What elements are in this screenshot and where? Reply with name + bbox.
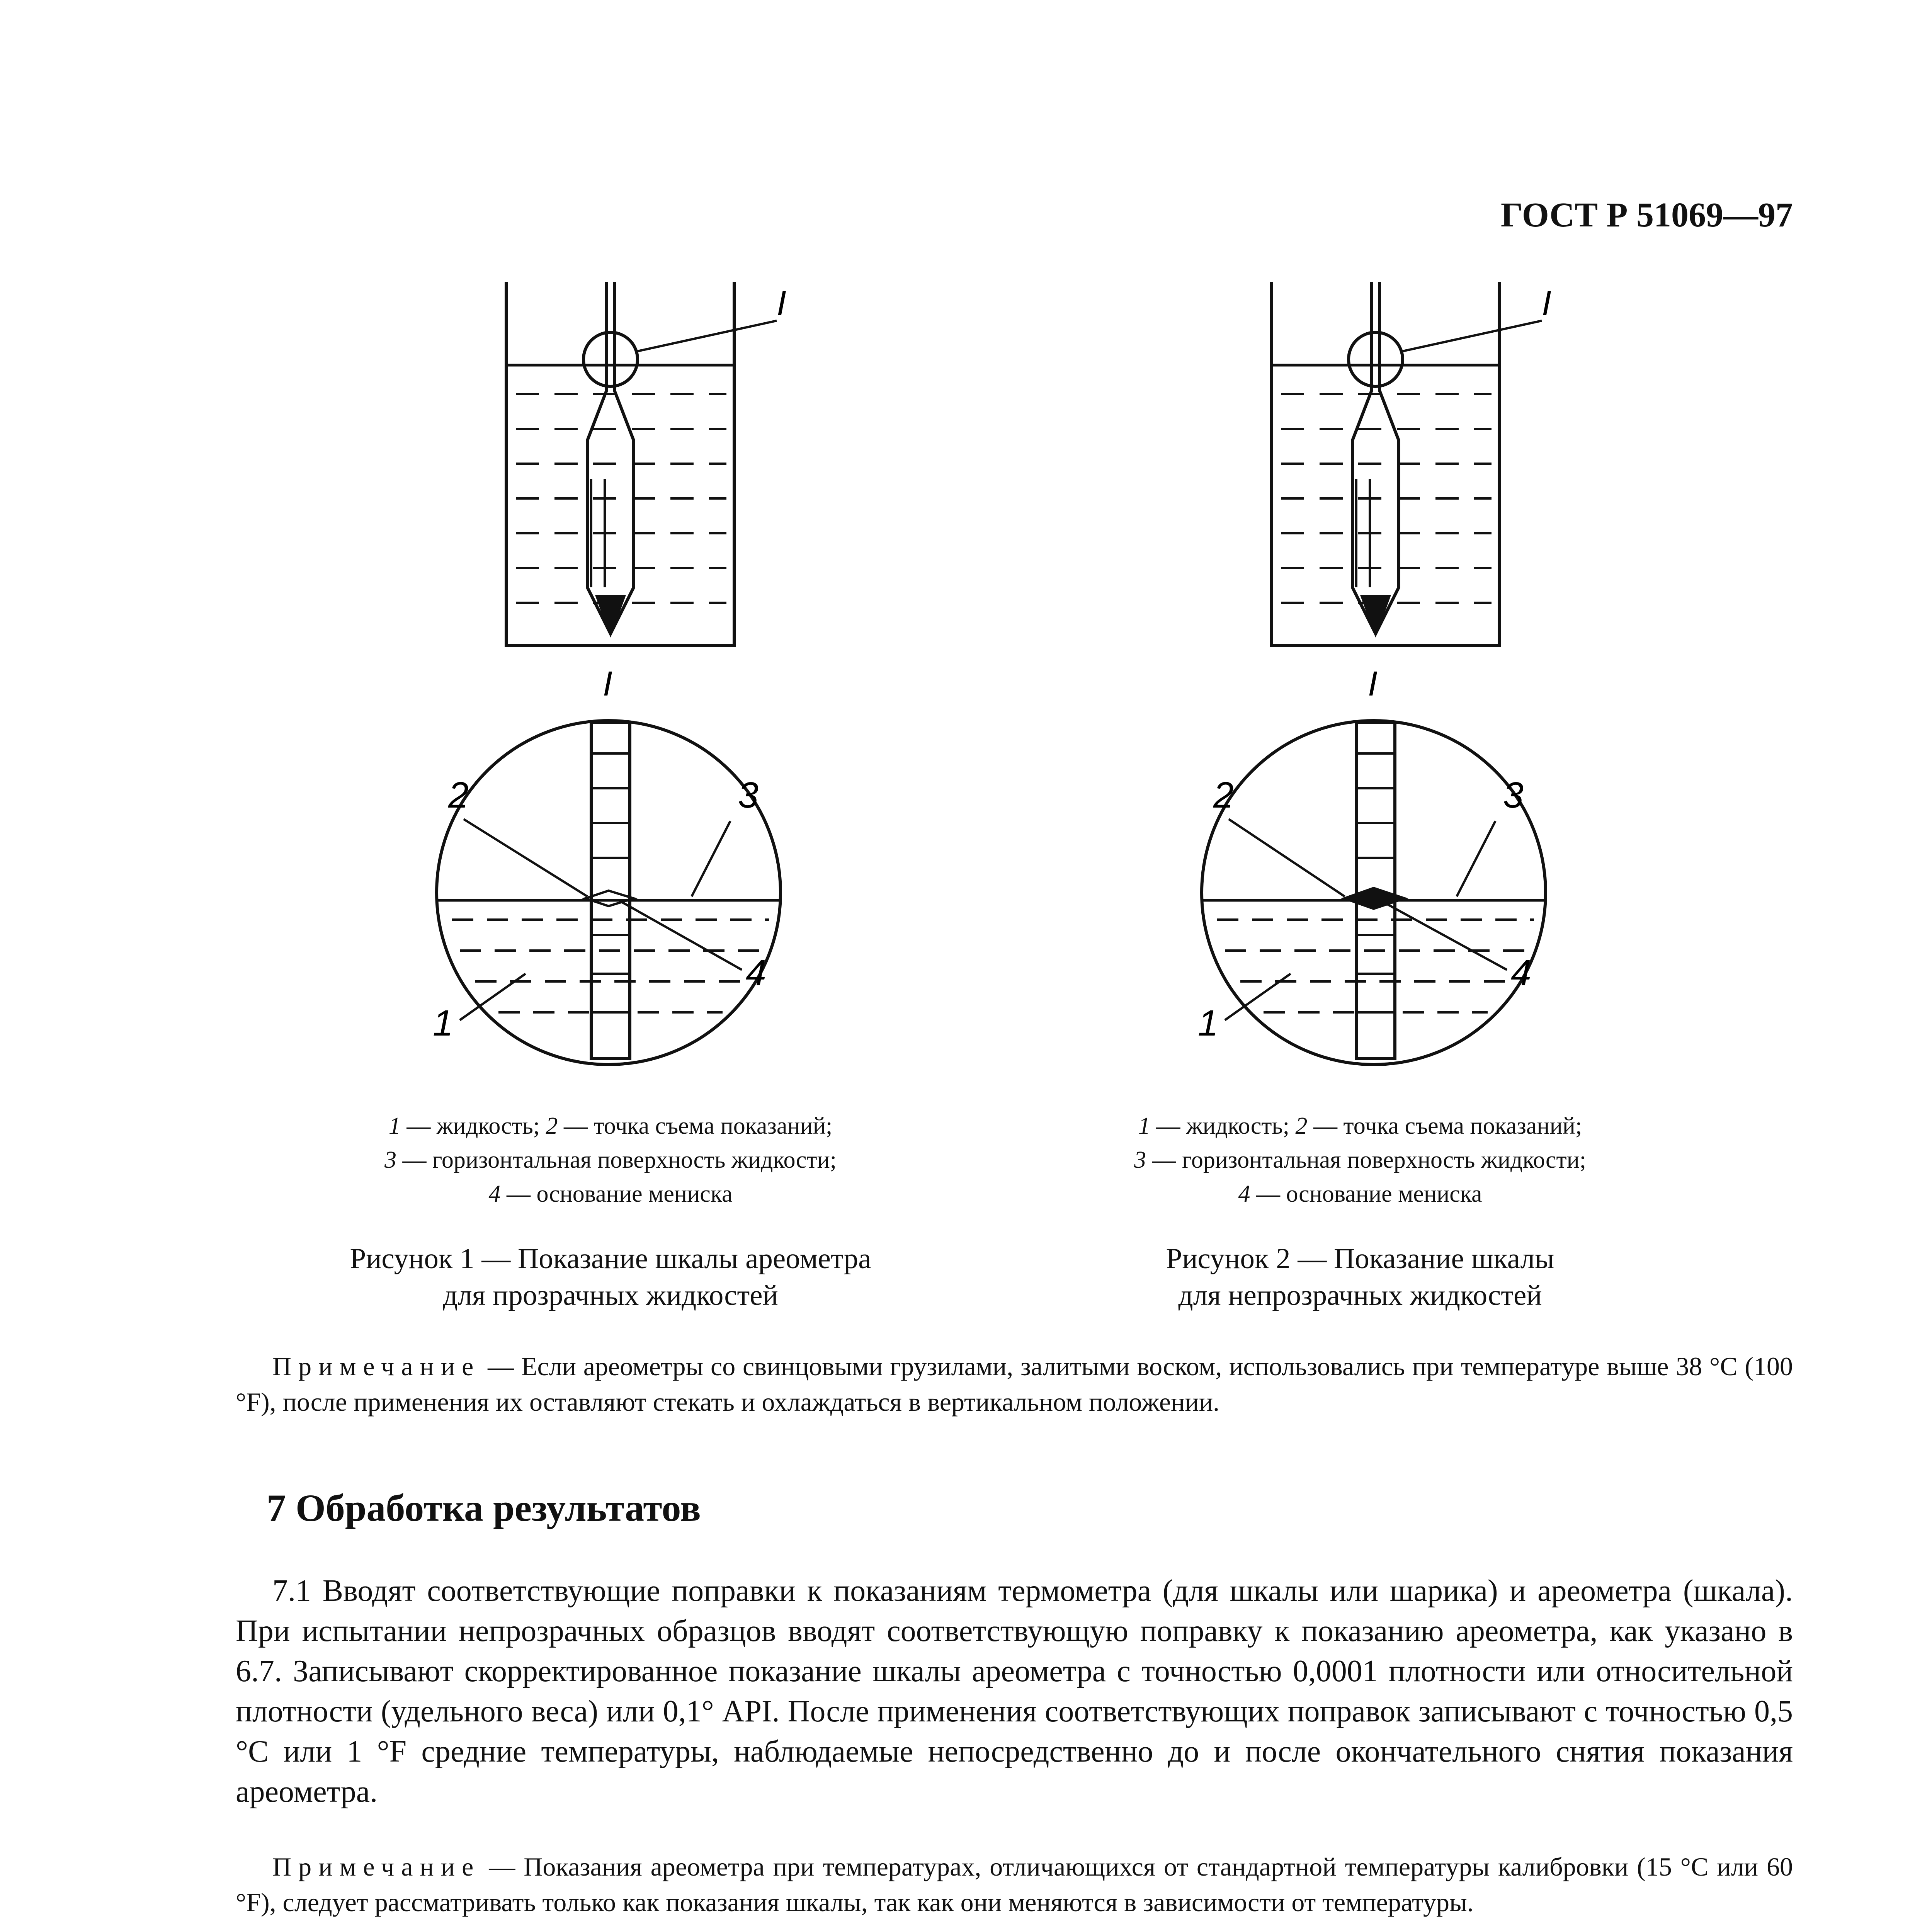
callout-label: I (603, 665, 613, 703)
callout-label: I (1368, 665, 1378, 703)
callout-label-top: I (777, 284, 787, 323)
label-4: 4 (746, 952, 766, 993)
ballast (1360, 595, 1391, 638)
label-1: 1 (433, 1003, 453, 1044)
stem (587, 282, 634, 634)
label-3: 3 (1503, 775, 1524, 816)
label-2: 2 (448, 775, 469, 816)
callout-label-top: I (1542, 284, 1552, 323)
callout-circle (1349, 332, 1403, 386)
ballast (595, 595, 626, 638)
note-1: Примечание — Если ареометры со свинцовыми грузилами, залитыми воском, использовались при температуре выше 38 °С (100 °F), после применения их оставляют стекать и охлаждаться в вертикальном положении. (236, 1352, 1793, 1417)
section-title: 7 Обработка результатов (267, 1486, 701, 1529)
document-code: ГОСТ Р 51069—97 (1500, 196, 1793, 234)
figure-2-legend: 1 — жидкость; 2 — точка съема показаний; 3 — горизонтальная поверхность жидкости; 4 — основание мениска (1134, 1113, 1587, 1207)
figure-2-drawing (1171, 278, 1615, 1090)
figure-1-drawing (406, 278, 850, 1090)
meniscus (1341, 887, 1408, 910)
callout-circle (583, 332, 638, 386)
label-1: 1 (1198, 1003, 1218, 1044)
figure-2-caption: Рисунок 2 — Показание шкалы для непрозрачных жидкостей (1166, 1243, 1554, 1311)
label-4: 4 (1511, 952, 1531, 993)
paragraph-7-1: 7.1 Вводят соответствующие поправки к показаниям термометра (для шкалы или шарика) и ареометра (шкала). При испытании непрозрачных образцов вводят соответствующую поправку к показанию ареометра, как указано в 6.7. Записывают скорректированное показание шкалы ареометра с точностью 0,0001 плотности или относительной плотности (удельного веса) или 0,1° API. После применения соответствующих поправок записывают с точностью 0,5 °С или 1 °F средние температуры, наблюдаемые непосредственно до и после окончательного снятия показания ареометра. (236, 1574, 1793, 1809)
stem (1352, 282, 1399, 634)
label-2: 2 (1213, 775, 1234, 816)
note-2: Примечание — Показания ареометра при температурах, отличающихся от стандартной температуры калибровки (15 °С или 60 °F), следует рассматривать только как показания шкалы, так как они меняются в зависимости от температуры. (236, 1852, 1793, 1917)
label-3: 3 (738, 775, 759, 816)
figure-1-legend: 1 — жидкость; 2 — точка съема показаний; 3 — горизонтальная поверхность жидкости; 4 — основание мениска (384, 1113, 837, 1207)
figure-1-caption: Рисунок 1 — Показание шкалы ареометра для прозрачных жидкостей (350, 1243, 871, 1311)
